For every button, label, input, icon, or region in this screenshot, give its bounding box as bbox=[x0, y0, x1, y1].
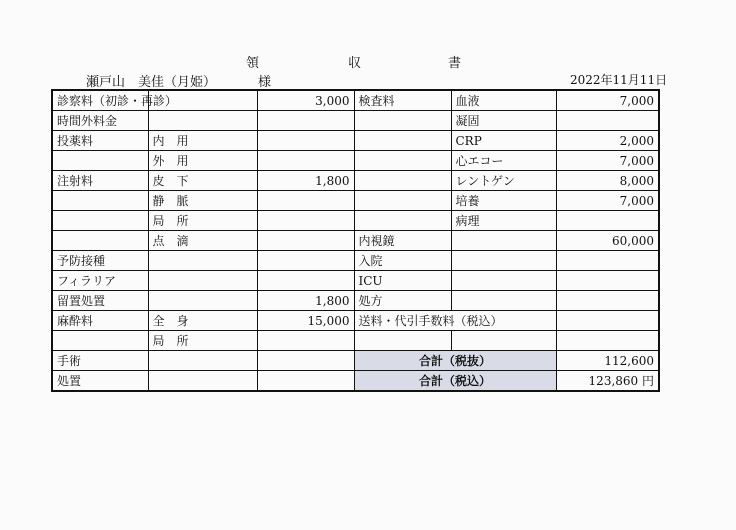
left-amount: 15,000 bbox=[257, 311, 354, 331]
right-amount: 2,000 bbox=[556, 131, 659, 151]
right-category: 検査料 bbox=[354, 90, 451, 111]
right-subitem bbox=[451, 231, 556, 251]
receipt-date: 2022年11月11日 bbox=[570, 73, 668, 87]
title-char-1: 領 bbox=[246, 56, 260, 71]
table-row bbox=[52, 251, 659, 271]
left-amount bbox=[257, 131, 354, 151]
right-category: 処方 bbox=[354, 291, 451, 311]
right-amount: 7,000 bbox=[556, 151, 659, 171]
right-subitem bbox=[451, 271, 556, 291]
left-subitem bbox=[148, 351, 257, 371]
left-category: 処置 bbox=[52, 371, 148, 392]
left-category: 予防接種 bbox=[52, 251, 148, 271]
right-subitem: 培養 bbox=[451, 191, 556, 211]
right-subitem bbox=[451, 291, 556, 311]
right-amount bbox=[556, 331, 659, 351]
left-subitem: 静 脈 bbox=[148, 191, 257, 211]
right-subitem: 心エコー bbox=[451, 151, 556, 171]
total-label: 合計（税込） bbox=[354, 371, 556, 392]
left-category bbox=[52, 211, 148, 231]
table-row bbox=[52, 131, 659, 151]
total-amount: 123,860 円 bbox=[556, 371, 659, 392]
right-amount bbox=[556, 291, 659, 311]
right-amount bbox=[556, 311, 659, 331]
right-category bbox=[354, 211, 451, 231]
left-subitem: 全 身 bbox=[148, 311, 257, 331]
right-amount: 8,000 bbox=[556, 171, 659, 191]
left-category: フィラリア bbox=[52, 271, 148, 291]
table-row bbox=[52, 291, 659, 311]
left-subitem bbox=[148, 271, 257, 291]
title-char-2: 収 bbox=[348, 56, 362, 71]
right-subitem: 血液 bbox=[451, 90, 556, 111]
right-category bbox=[354, 151, 451, 171]
table-row bbox=[52, 371, 659, 392]
left-category bbox=[52, 231, 148, 251]
table-row bbox=[52, 271, 659, 291]
left-subitem: 外 用 bbox=[148, 151, 257, 171]
right-category bbox=[354, 331, 451, 351]
right-subitem: レントゲン bbox=[451, 171, 556, 191]
total-amount: 112,600 bbox=[556, 351, 659, 371]
right-subitem bbox=[451, 331, 556, 351]
table-row bbox=[52, 351, 659, 371]
right-subitem: 病理 bbox=[451, 211, 556, 231]
left-amount bbox=[257, 231, 354, 251]
left-category: 手術 bbox=[52, 351, 148, 371]
left-category: 留置処置 bbox=[52, 291, 148, 311]
table-row bbox=[52, 331, 659, 351]
honorific: 様 bbox=[258, 75, 272, 90]
patient-name: 瀬戸山 美佳（月姫） bbox=[86, 75, 217, 90]
left-category: 診察料（初診・再診） bbox=[52, 90, 148, 111]
table-row bbox=[52, 171, 659, 191]
right-category: 送料・代引手数料（税込） bbox=[354, 311, 556, 331]
title-char-3: 書 bbox=[448, 56, 462, 71]
right-category bbox=[354, 111, 451, 131]
left-subitem bbox=[148, 371, 257, 392]
left-category: 麻酔料 bbox=[52, 311, 148, 331]
left-category: 時間外料金 bbox=[52, 111, 148, 131]
right-category: ICU bbox=[354, 271, 451, 291]
left-amount bbox=[257, 271, 354, 291]
right-subitem: CRP bbox=[451, 131, 556, 151]
right-amount bbox=[556, 111, 659, 131]
right-category: 入院 bbox=[354, 251, 451, 271]
left-amount bbox=[257, 331, 354, 351]
right-category bbox=[354, 131, 451, 151]
left-subitem: 皮 下 bbox=[148, 171, 257, 191]
left-amount: 1,800 bbox=[257, 291, 354, 311]
table-row bbox=[52, 111, 659, 131]
left-amount bbox=[257, 371, 354, 392]
left-subitem: 内 用 bbox=[148, 131, 257, 151]
right-amount: 7,000 bbox=[556, 90, 659, 111]
table-row bbox=[52, 211, 659, 231]
left-amount bbox=[257, 111, 354, 131]
right-amount bbox=[556, 251, 659, 271]
left-subitem bbox=[148, 111, 257, 131]
table-row bbox=[52, 151, 659, 171]
right-amount bbox=[556, 211, 659, 231]
left-category: 注射料 bbox=[52, 171, 148, 191]
right-subitem bbox=[451, 251, 556, 271]
left-amount bbox=[257, 151, 354, 171]
left-subitem: 局 所 bbox=[148, 331, 257, 351]
total-label: 合計（税抜） bbox=[354, 351, 556, 371]
table-row bbox=[52, 231, 659, 251]
left-amount bbox=[257, 251, 354, 271]
left-amount: 1,800 bbox=[257, 171, 354, 191]
right-category: 内視鏡 bbox=[354, 231, 451, 251]
left-amount bbox=[257, 351, 354, 371]
receipt-table bbox=[51, 89, 660, 392]
left-amount bbox=[257, 191, 354, 211]
right-category bbox=[354, 171, 451, 191]
left-subitem: 局 所 bbox=[148, 211, 257, 231]
left-subitem bbox=[148, 251, 257, 271]
left-subitem bbox=[148, 291, 257, 311]
left-amount: 3,000 bbox=[257, 90, 354, 111]
table-row bbox=[52, 311, 659, 331]
right-amount: 7,000 bbox=[556, 191, 659, 211]
left-category bbox=[52, 331, 148, 351]
right-subitem: 凝固 bbox=[451, 111, 556, 131]
table-row bbox=[52, 191, 659, 211]
table-row bbox=[52, 90, 659, 111]
right-amount bbox=[556, 271, 659, 291]
right-amount: 60,000 bbox=[556, 231, 659, 251]
left-subitem: 点 滴 bbox=[148, 231, 257, 251]
left-amount bbox=[257, 211, 354, 231]
left-category bbox=[52, 191, 148, 211]
left-category bbox=[52, 151, 148, 171]
left-category: 投薬料 bbox=[52, 131, 148, 151]
right-category bbox=[354, 191, 451, 211]
